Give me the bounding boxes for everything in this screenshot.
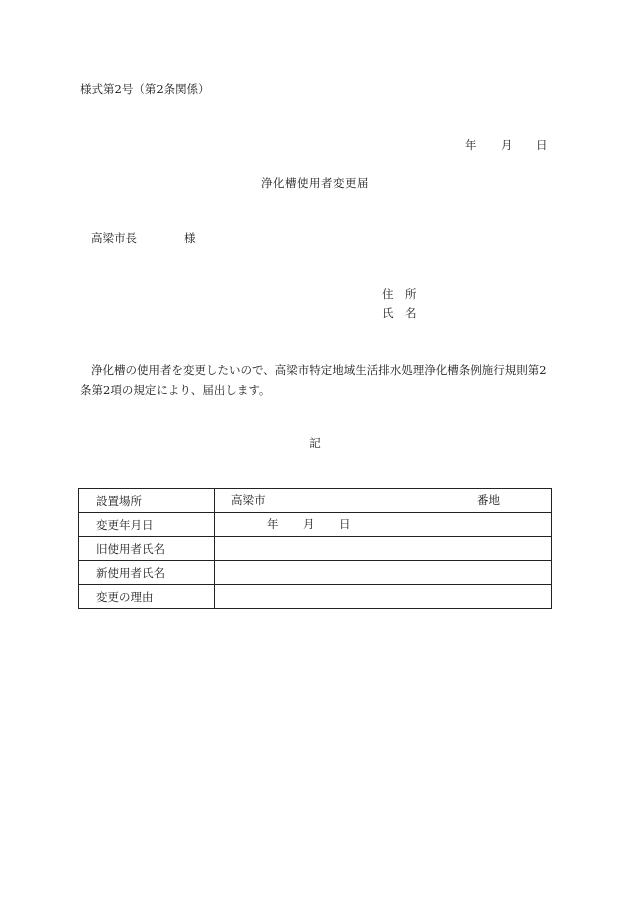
date-month-label: 月: [501, 138, 513, 152]
table-row-change-date: [79, 513, 552, 537]
addressee-honorific: 様: [184, 231, 196, 245]
change-date-label: 変更年月日: [79, 513, 215, 537]
address-label-char-2: 所: [405, 287, 417, 301]
table-row-old-user: [79, 537, 552, 561]
reason-value-cell[interactable]: [215, 585, 552, 609]
ki-heading: 記: [309, 436, 321, 450]
old-user-label: 旧使用者氏名: [79, 537, 215, 561]
location-banchi: 番地: [477, 493, 500, 507]
reason-label: 変更の理由: [79, 585, 215, 609]
address-label-char-1: 住: [382, 287, 394, 301]
new-user-value-cell[interactable]: [215, 561, 552, 585]
change-date-month: 月: [303, 517, 315, 531]
location-value-cell[interactable]: [215, 489, 552, 513]
table-row-location: [79, 489, 552, 513]
name-label-char-1: 氏: [382, 306, 394, 320]
table-row-reason: [79, 585, 552, 609]
location-label: 設置場所: [79, 489, 215, 513]
form-number: 様式第2号（第2条関係）: [80, 82, 210, 96]
body-paragraph: 浄化槽の使用者を変更したいので、高梁市特定地域生活排水処理浄化槽条例施行規則第2条第2項の規定により、届出します。: [80, 363, 547, 397]
name-label-char-2: 名: [405, 306, 417, 320]
change-date-day: 日: [339, 517, 351, 531]
date-year-label: 年: [465, 138, 477, 152]
table-row-new-user: [79, 561, 552, 585]
date-day-label: 日: [536, 138, 548, 152]
change-date-year: 年: [267, 517, 279, 531]
addressee-name: 高梁市長: [91, 231, 137, 245]
change-date-value-cell[interactable]: [215, 513, 552, 537]
old-user-value-cell[interactable]: [215, 537, 552, 561]
document-title: 浄化槽使用者変更届: [261, 176, 369, 190]
location-city: 高梁市: [231, 493, 266, 507]
details-table: [78, 488, 552, 609]
new-user-label: 新使用者氏名: [79, 561, 215, 585]
